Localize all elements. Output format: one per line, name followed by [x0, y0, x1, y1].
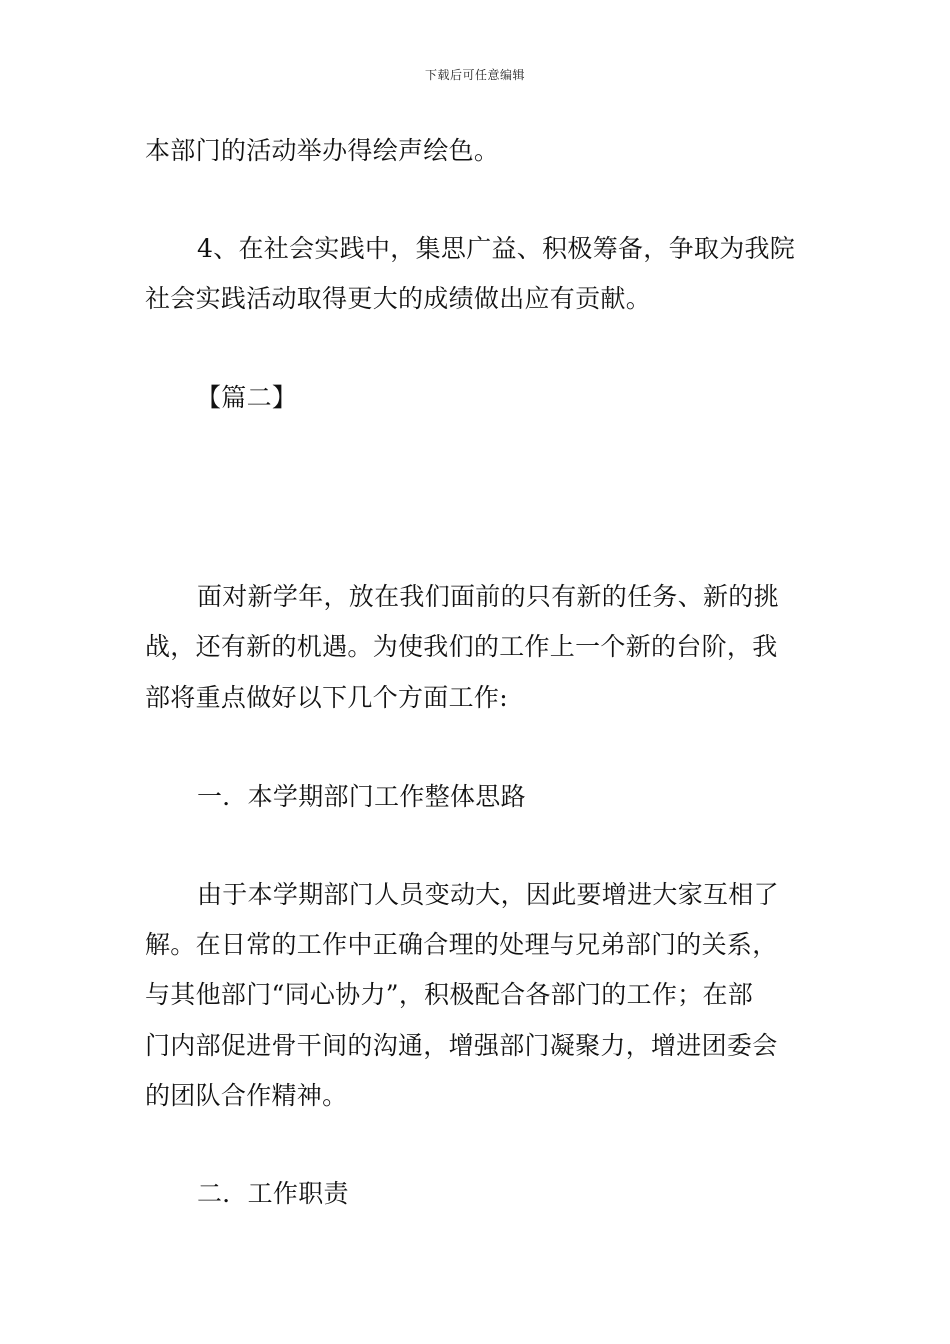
paragraph-line: 部将重点做好以下几个方面工作:: [145, 683, 508, 712]
subsection-heading: 一．本学期部门工作整体思路: [197, 782, 526, 811]
paragraph-line: 与其他部门“同心协力”，积极配合各部门的工作；在部: [145, 980, 754, 1009]
paragraph-line: 解。在日常的工作中正确合理的处理与兄弟部门的关系，: [145, 930, 778, 959]
paragraph-line: 的团队合作精神。: [145, 1081, 348, 1110]
paragraph-line: 由于本学期部门人员变动大，因此要增进大家互相了: [197, 880, 779, 909]
section-heading: 【篇二】: [196, 383, 298, 412]
paragraph-line: 4、在社会实践中，集思广益、积极筹备，争取为我院: [197, 234, 796, 263]
header-note: 下载后可任意编辑: [424, 68, 525, 82]
paragraph-line: 门内部促进骨干间的沟通，增强部门凝聚力，增进团委会: [145, 1031, 778, 1060]
paragraph-line: 社会实践活动取得更大的成绩做出应有贡献。: [145, 284, 652, 313]
paragraph-line: 战，还有新的机遇。为使我们的工作上一个新的台阶，我: [145, 632, 778, 661]
subsection-heading: 二．工作职责: [197, 1179, 349, 1208]
paragraph-line: 面对新学年，放在我们面前的只有新的任务、新的挑: [197, 582, 779, 611]
paragraph-line: 本部门的活动举办得绘声绘色。: [145, 136, 500, 165]
